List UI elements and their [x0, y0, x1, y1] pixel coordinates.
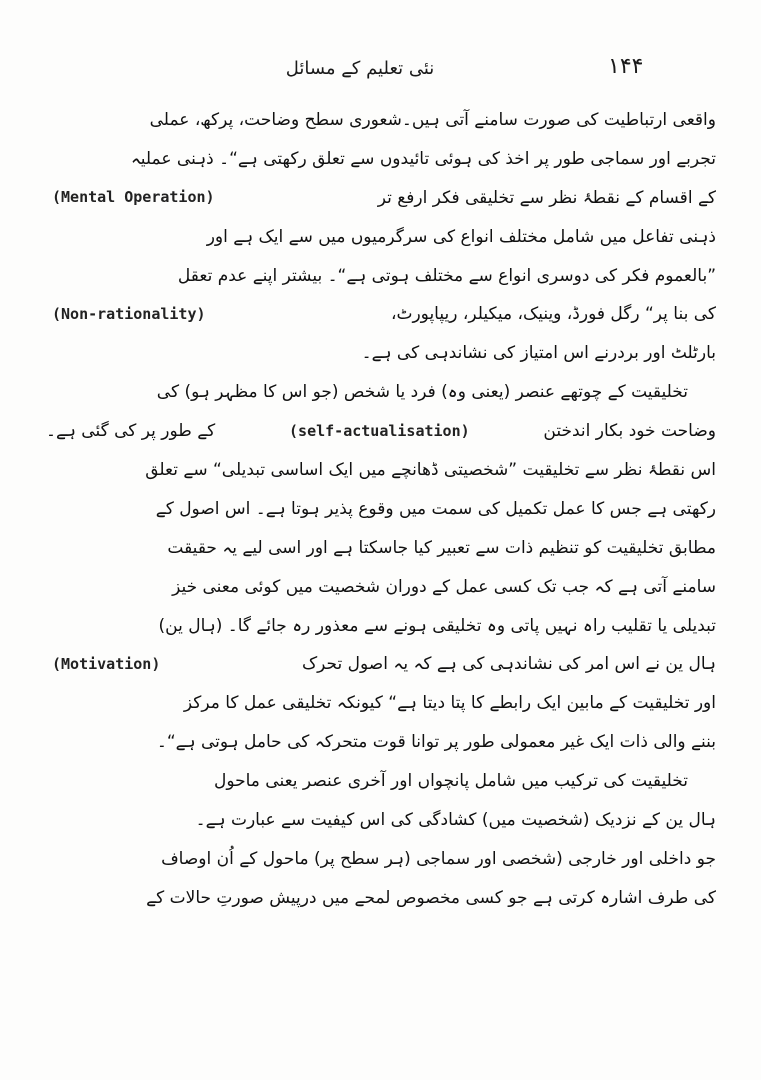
urdu-text: کی بنا پر“ رگل فورڈ، وینیک، میکیلر، ریپاپورٹ،: [390, 303, 716, 324]
text-line: [46, 839, 716, 878]
text-line: [46, 178, 716, 217]
urdu-text: بننے والی ذات ایک غیر معمولی طور پر توانا قوت متحرکہ کی حامل ہوتی ہے“۔: [156, 732, 716, 753]
urdu-text: مطابق تخلیقیت کو تنظیم ذات سے تعبیر کیا جاسکتا ہے اور اسی لیے یہ حقیقت: [167, 537, 716, 558]
body-text: [46, 100, 716, 917]
urdu-text: تخلیقیت کی ترکیب میں شامل پانچواں اور آخری عنصر یعنی ماحول: [213, 770, 688, 791]
text-line: [46, 683, 716, 722]
urdu-text: اور تخلیقیت کے مابین ایک رابطے کا پتا دیتا ہے“ کیونکہ تخلیقی عمل کا مرکز: [183, 693, 716, 714]
urdu-text: تخلیقیت کے چوتھے عنصر (یعنی وہ) فرد یا شخص (جو اس کا مظہر ہو) کی: [156, 382, 688, 403]
urdu-text: ہال ین نے اس امر کی نشاندہی کی ہے کہ یہ اصول تحرک: [301, 654, 716, 675]
text-line: [46, 878, 716, 917]
text-line: [46, 217, 716, 256]
urdu-text: واقعی ارتباطیت کی صورت سامنے آتی ہیں۔شعوری سطح وضاحت، پرکھ، عملی: [149, 109, 716, 130]
latin-term: (Mental Operation): [52, 188, 215, 207]
text-line: [46, 722, 716, 761]
urdu-text: وضاحت خود بکار اندختن: [543, 420, 716, 441]
urdu-text: ہال ین کے نزدیک (شخصیت میں) کشادگی کی اس کیفیت سے عبارت ہے۔: [195, 809, 716, 830]
text-line: [46, 606, 716, 645]
urdu-text: بارٹلٹ اور بردرنے اس امتیاز کی نشاندہی کی ہے۔: [361, 343, 716, 364]
urdu-text: ”بالعموم فکر کی دوسری انواع سے مختلف ہوتی ہے“۔ بیشتر اپنے عدم تعقل: [177, 265, 716, 286]
text-line: [46, 294, 716, 333]
text-line: [46, 139, 716, 178]
text-line: [46, 256, 716, 295]
text-line: [46, 800, 716, 839]
urdu-text: کے طور پر کی گئی ہے۔: [46, 421, 216, 442]
text-line: [46, 528, 716, 567]
urdu-text: تبدیلی یا تقلیب راہ نہیں پاتی وہ تخلیقی ہونے سے معذور رہ جائے گا۔ (ہال ین): [158, 615, 716, 636]
text-line: [46, 100, 716, 139]
latin-term: (Non-rationality): [52, 304, 206, 323]
urdu-text: کے اقسام کے نقطۂ نظر سے تخلیقی فکر ارفع تر: [377, 187, 716, 208]
text-line: [46, 489, 716, 528]
page-number: ۱۴۴: [608, 54, 644, 79]
page-header: [40, 52, 721, 92]
urdu-text: سامنے آتی ہے کہ جب تک کسی عمل کے دوران شخصیت میں کوئی معنی خیز: [172, 576, 716, 597]
text-line: [46, 761, 716, 800]
text-line: [46, 567, 716, 606]
urdu-text: رکھتی ہے جس کا عمل تکمیل کی سمت میں وقوع پذیر ہوتا ہے۔ اس اصول کے: [155, 498, 716, 519]
latin-term: (self-actualisation): [289, 421, 470, 440]
text-line: [46, 644, 716, 683]
latin-term: (Motivation): [52, 654, 161, 673]
urdu-text: کی طرف اشارہ کرتی ہے جو کسی مخصوص لمحے میں درپیش صورتِ حالات کے: [146, 887, 716, 908]
urdu-text: تجربے اور سماجی طور پر اخذ کی ہوئی تائیدوں سے تعلق رکھتی ہے“۔ ذہنی عملیہ: [130, 148, 716, 169]
text-line: [46, 333, 716, 372]
text-line: [46, 411, 716, 450]
urdu-text: ذہنی تفاعل میں شامل مختلف انواع کی سرگرمیوں میں سے ایک ہے اور: [206, 226, 716, 247]
text-line: [46, 372, 716, 411]
urdu-text: اس نقطۂ نظر سے تخلیقیت ”شخصیتی ڈھانچے میں ایک اساسی تبدیلی“ سے تعلق: [145, 459, 716, 480]
urdu-text: جو داخلی اور خارجی (شخصی اور سماجی (ہر سطح پر) ماحول کے اُن اوصاف: [161, 848, 716, 869]
text-line: [46, 450, 716, 489]
running-title: نئی تعلیم کے مسائل: [285, 58, 435, 79]
